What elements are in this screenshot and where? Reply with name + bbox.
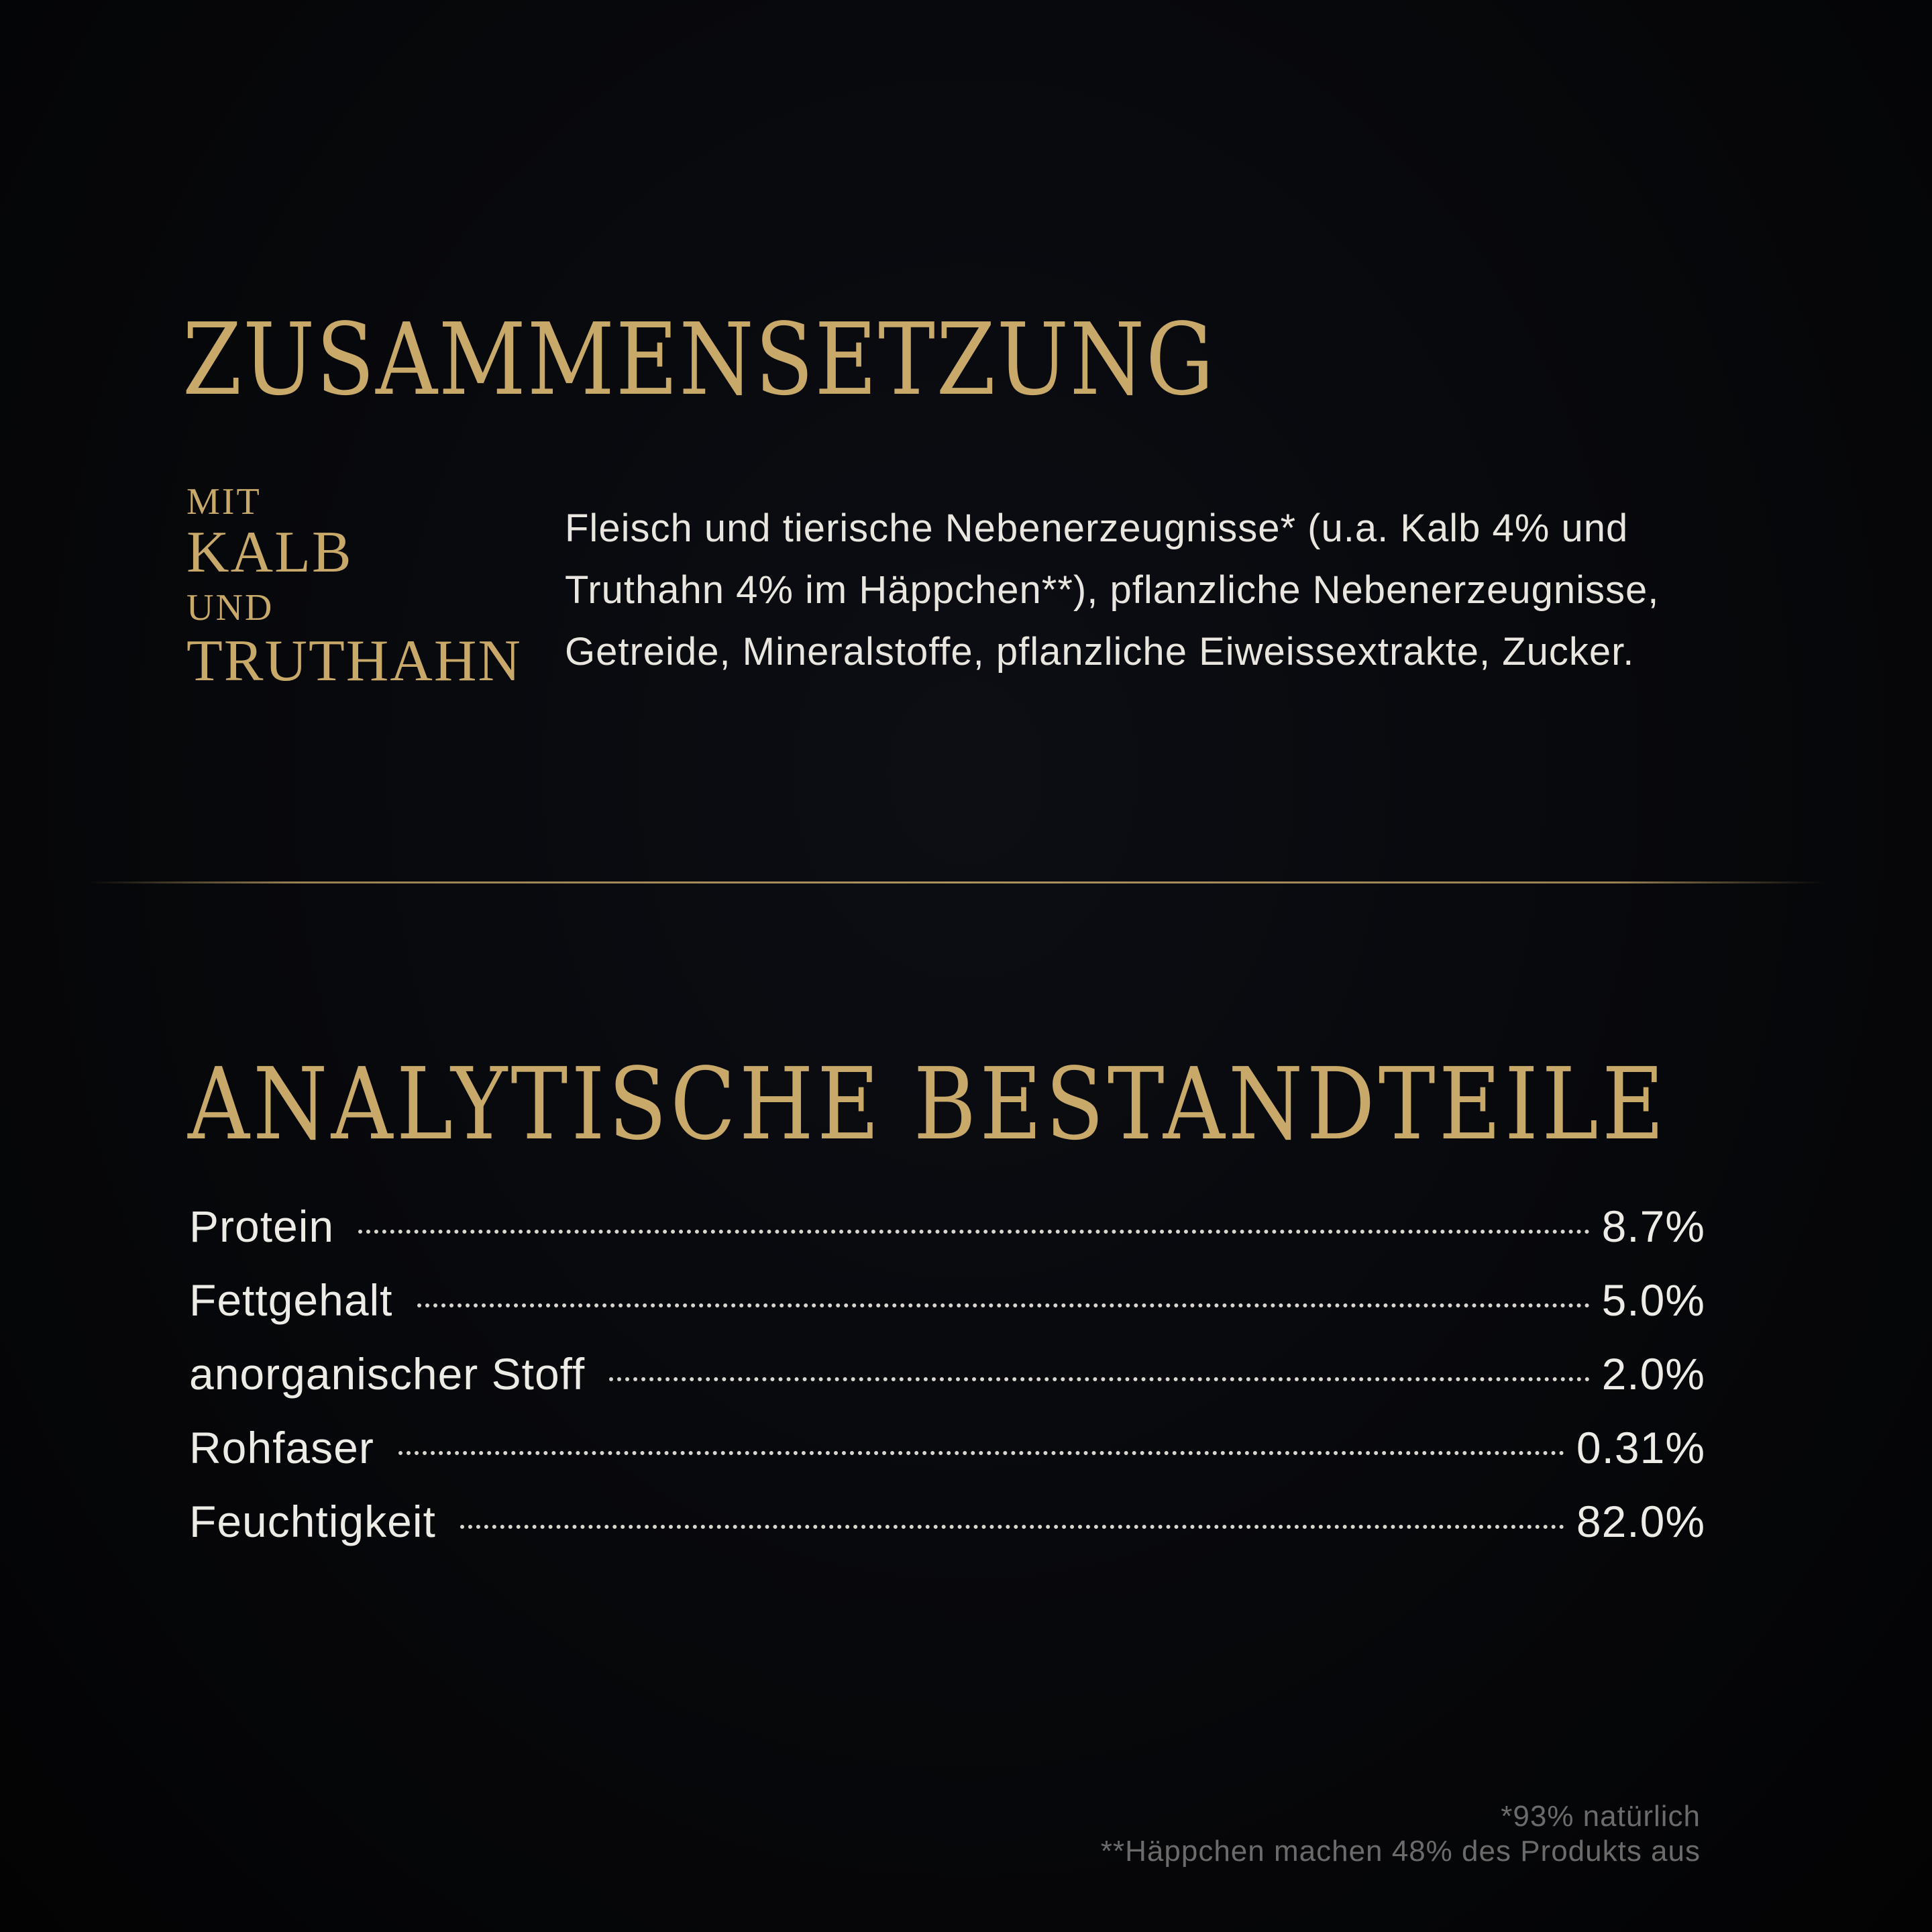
dot-leader: [358, 1230, 1589, 1234]
variant-label: [186, 483, 522, 692]
analysis-label: Feuchtigkeit: [189, 1497, 436, 1546]
analytical-list: [189, 1201, 1705, 1570]
variant-line-kalb: KALB: [186, 520, 353, 585]
analysis-value: 82.0%: [1576, 1497, 1705, 1546]
analytical-heading: ANALYTISCHE BESTANDTEILE: [188, 1046, 1668, 1162]
footnotes: [1101, 1799, 1701, 1869]
analysis-value: 8.7%: [1601, 1201, 1705, 1251]
section-divider: [87, 881, 1825, 883]
variant-line-truthahn: TRUTHAHN: [186, 629, 522, 694]
analysis-row-feuchtigkeit: [189, 1496, 1705, 1570]
ingredients-line: Fleisch und tierische Nebenerzeugnisse* (u.a. Kalb 4% und: [565, 506, 1629, 550]
dot-leader: [398, 1451, 1564, 1455]
footnote-natural: *93% natürlich: [1501, 1800, 1701, 1833]
analysis-label: Rohfaser: [189, 1423, 374, 1472]
composition-ingredients: [565, 498, 1826, 683]
dot-leader: [609, 1377, 1589, 1381]
composition-heading: ZUSAMMENSETZUNG: [182, 302, 1216, 417]
footnote-chunks: **Häppchen machen 48% des Produkts aus: [1100, 1835, 1701, 1868]
analysis-row-protein: [189, 1201, 1705, 1275]
analysis-row-fettgehalt: [189, 1275, 1705, 1348]
variant-line-und: UND: [186, 587, 274, 629]
analysis-value: 2.0%: [1601, 1349, 1705, 1399]
analysis-label: anorganischer Stoff: [189, 1349, 586, 1399]
dot-leader: [417, 1303, 1590, 1307]
analysis-row-anorganischer-stoff: [189, 1348, 1705, 1422]
analysis-value: 0.31%: [1576, 1423, 1705, 1472]
ingredients-line: Getreide, Mineralstoffe, pflanzliche Eiweissextrakte, Zucker.: [565, 630, 1635, 674]
analysis-label: Protein: [189, 1201, 335, 1251]
analysis-row-rohfaser: [189, 1422, 1705, 1496]
analysis-value: 5.0%: [1601, 1275, 1705, 1325]
variant-line-mit: MIT: [186, 481, 262, 523]
analysis-label: Fettgehalt: [189, 1275, 393, 1325]
dot-leader: [460, 1525, 1564, 1529]
ingredients-line: Truthahn 4% im Häppchen**), pflanzliche Nebenerzeugnisse,: [565, 568, 1660, 612]
